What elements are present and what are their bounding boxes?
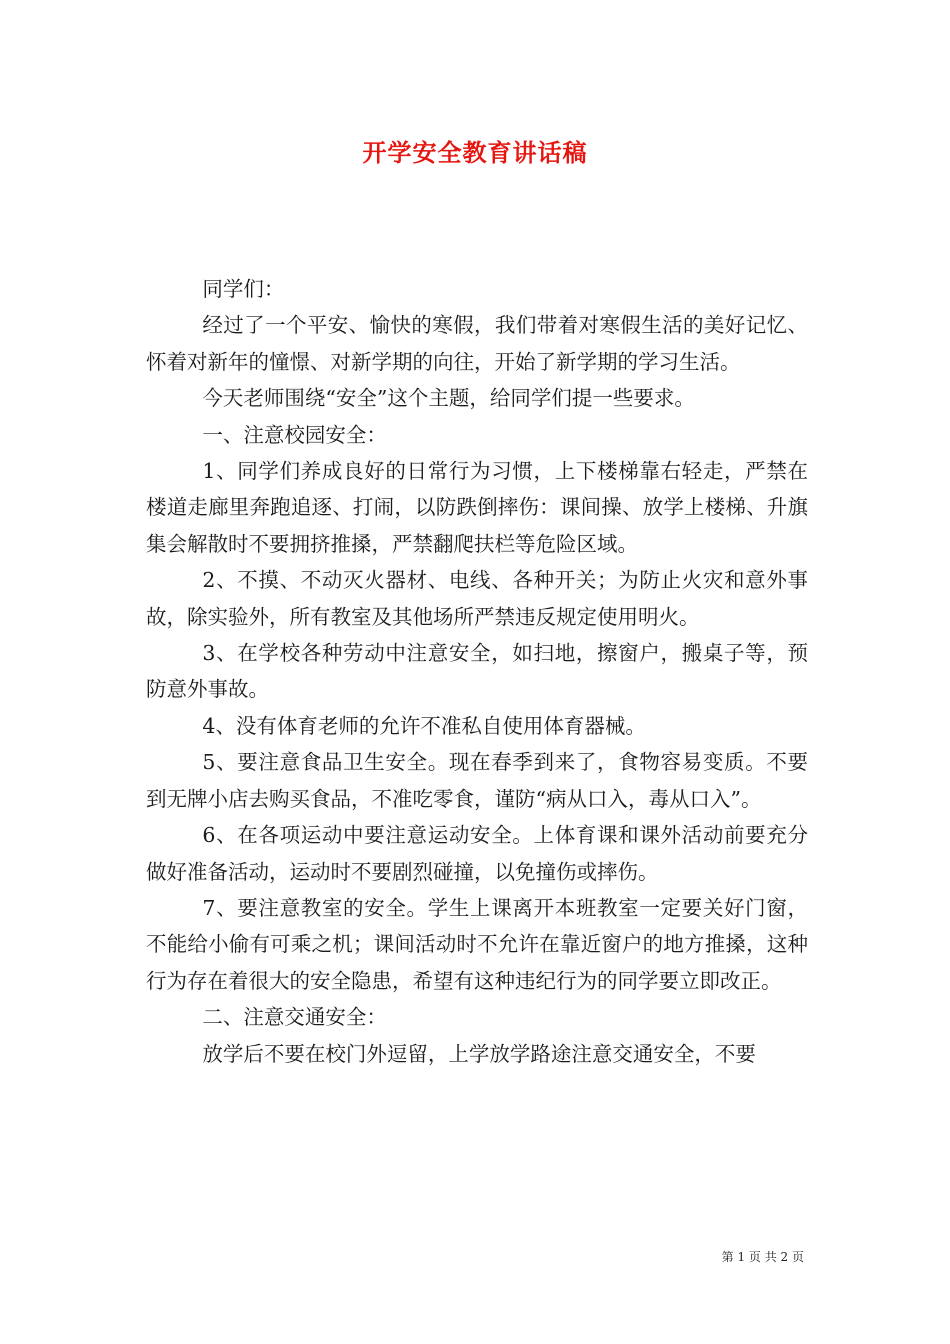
paragraph-item-6: 6、在各项运动中要注意运动安全。上体育课和课外活动前要充分做好准备活动，运动时不要剧烈碰撞，以免撞伤或摔伤。 xyxy=(146,823,808,884)
paragraph-traffic: 放学后不要在校门外逗留，上学放学路途注意交通安全，不要 xyxy=(202,1041,756,1066)
paragraph-item-5: 5、要注意食品卫生安全。现在春季到来了，食物容易变质。不要到无牌小店去购买食品，不准吃零食，谨防“病从口入，毒从口入”。 xyxy=(146,750,808,811)
paragraph-item-7: 7、要注意教室的安全。学生上课离开本班教室一定要关好门窗，不能给小偷有可乘之机；课间活动时不允许在靠近窗户的地方推搡，这种行为存在着很大的安全隐患，希望有这种违纪行为的同学要立即改正。 xyxy=(146,895,808,993)
paragraph-item-1: 1、同学们养成良好的日常行为习惯，上下楼梯靠右轻走，严禁在楼道走廊里奔跑追逐、打闹，以防跌倒摔伤：课间操、放学上楼梯、升旗集会解散时不要拥挤推搡，严禁翻爬扶栏等危险区域。 xyxy=(146,459,808,556)
paragraph-topic: 今天老师围绕“安全”这个主题，给同学们提一些要求。 xyxy=(202,386,695,411)
paragraph-intro: 经过了一个平安、愉快的寒假，我们带着对寒假生活的美好记忆、怀着对新年的憧憬、对新学期的向往，开始了新学期的学习生活。 xyxy=(146,313,808,374)
section-heading-traffic-safety: 二、注意交通安全： xyxy=(202,1005,387,1030)
paragraph-item-4: 4、没有体育老师的允许不准私自使用体育器械。 xyxy=(202,713,646,738)
document-body xyxy=(146,271,808,1072)
paragraph-item-3: 3、在学校各种劳动中注意安全，如扫地，擦窗户，搬桌子等，预防意外事故。 xyxy=(146,641,808,702)
paragraph-item-2: 2、不摸、不动灭火器材、电线、各种开关；为防止火灾和意外事故，除实验外，所有教室及其他场所严禁违反规定使用明火。 xyxy=(146,568,808,629)
document-title: 开学安全教育讲话稿 xyxy=(362,138,588,167)
page-number: 第 1 页 共 2 页 xyxy=(721,1250,804,1264)
section-heading-campus-safety: 一、注意校园安全： xyxy=(202,422,387,447)
paragraph-greeting: 同学们： xyxy=(202,277,285,301)
